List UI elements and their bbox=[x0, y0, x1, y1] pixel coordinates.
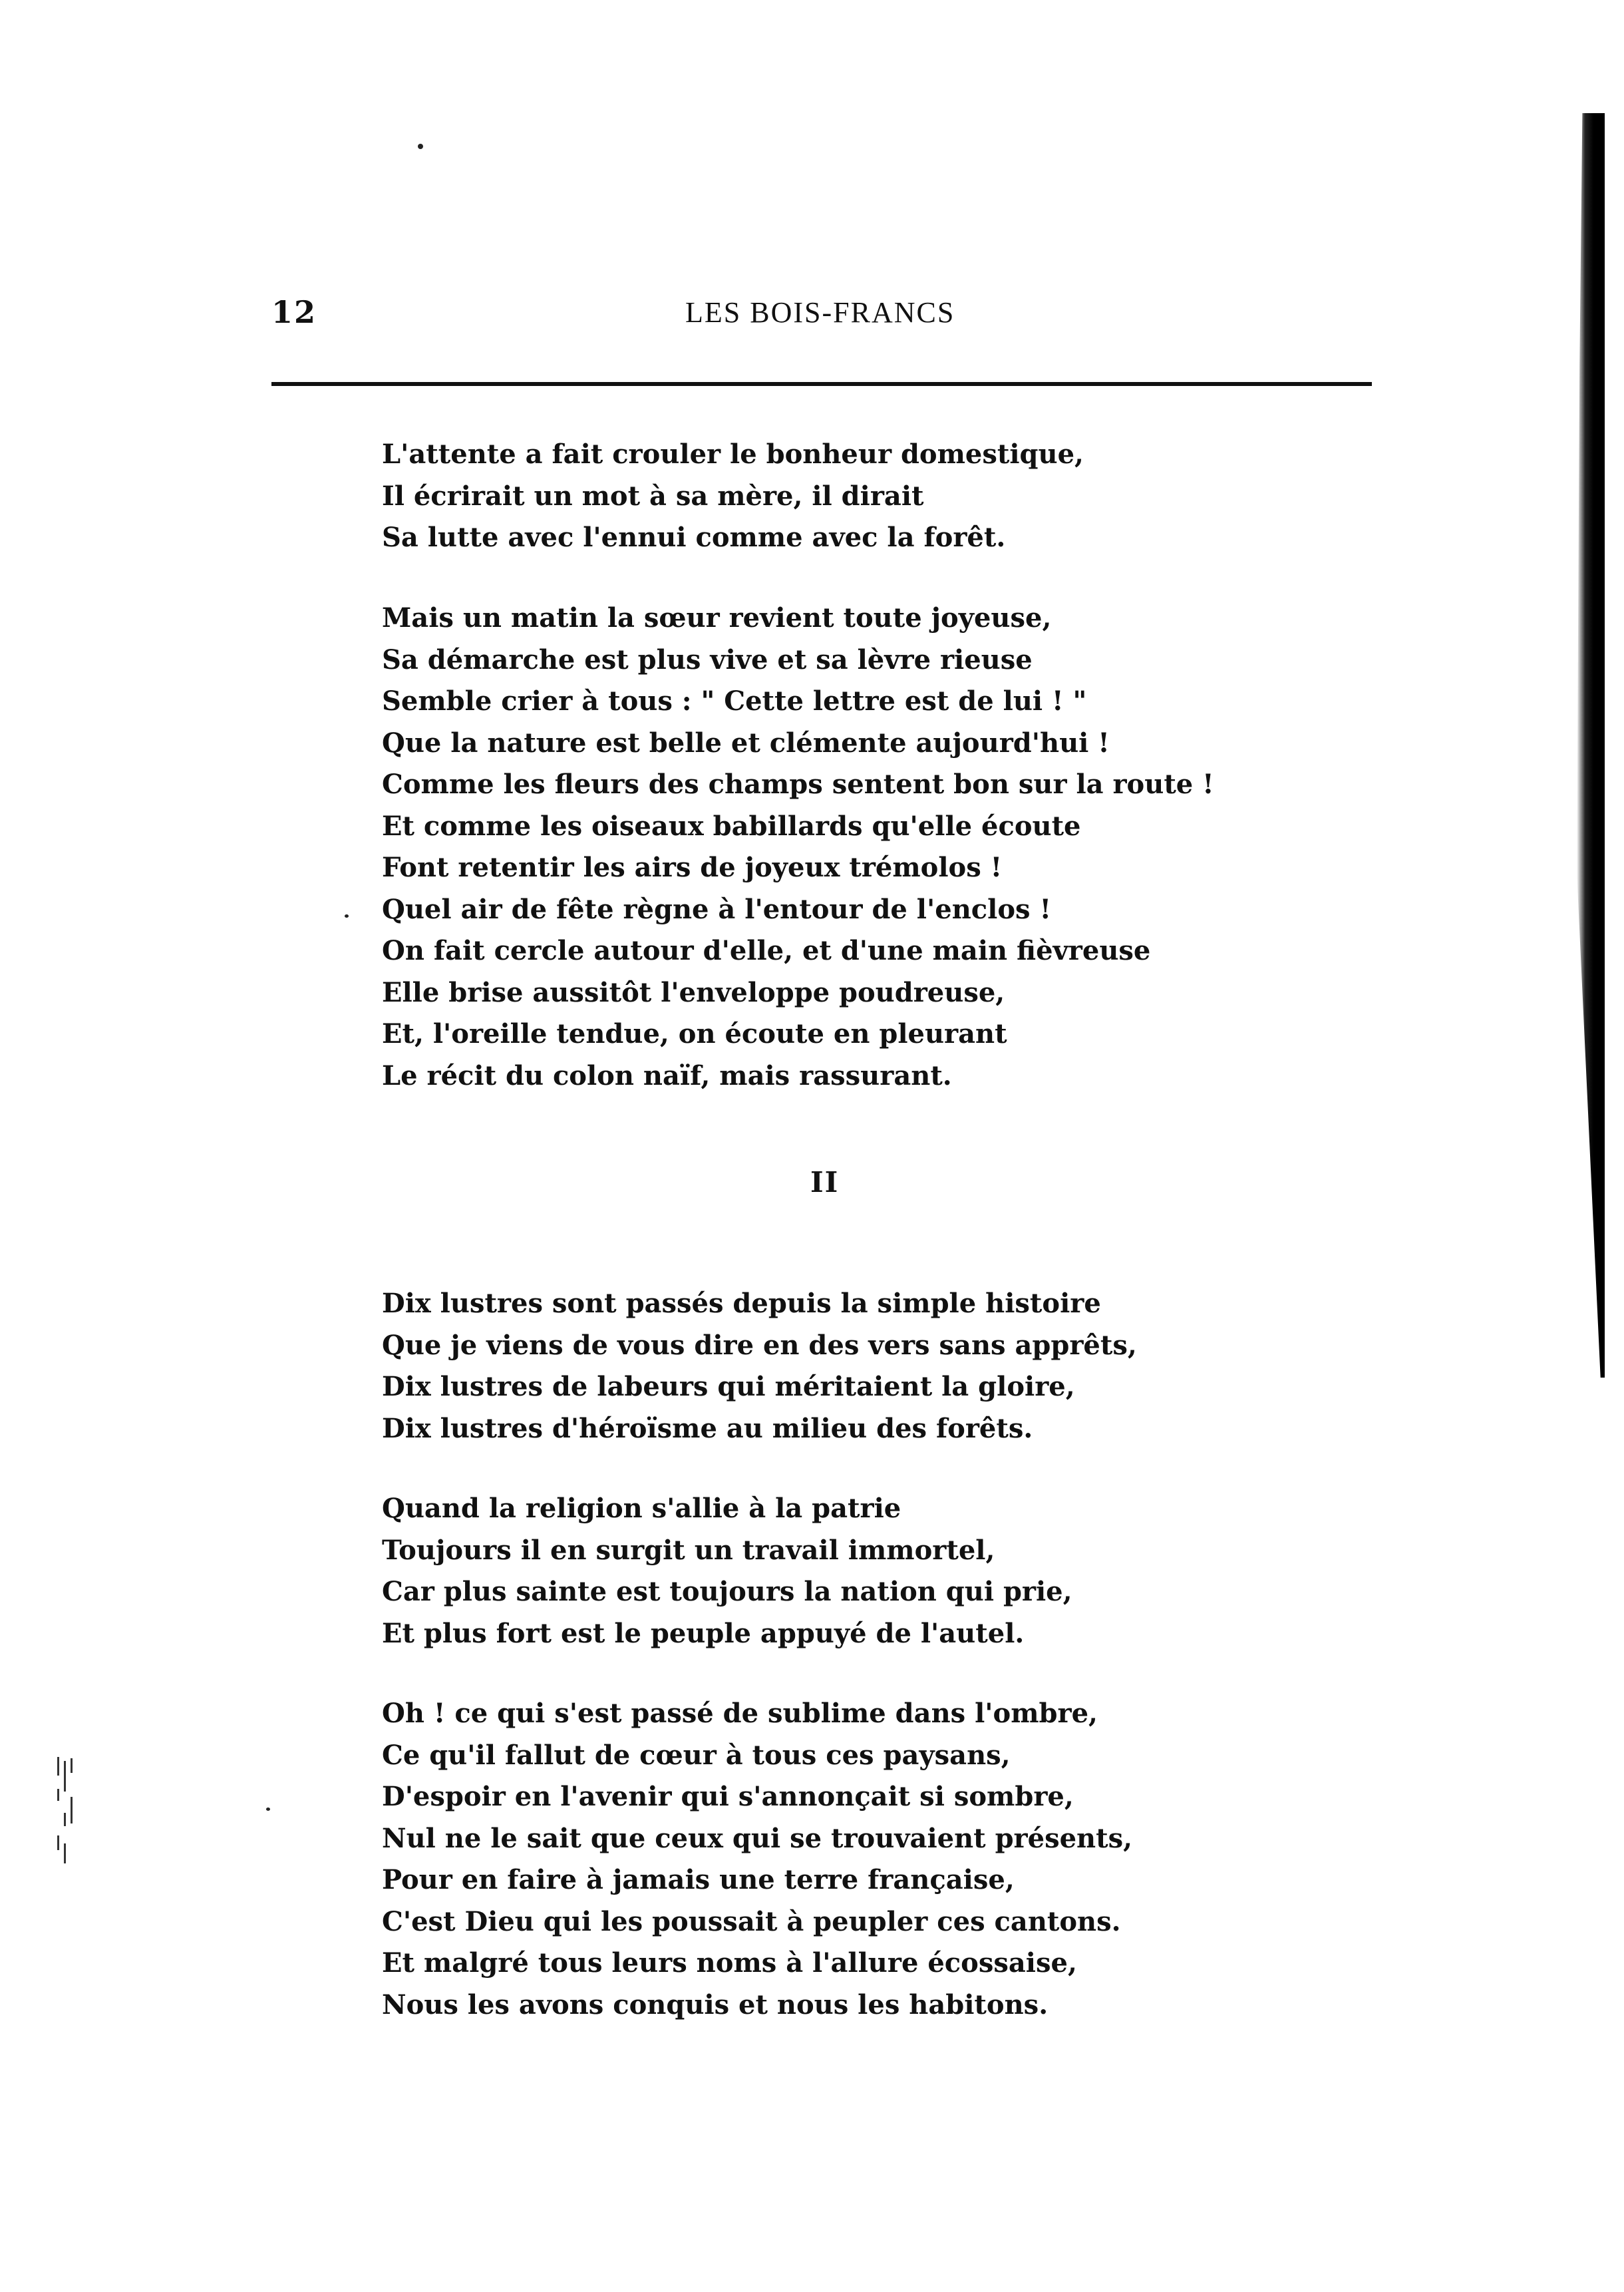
header-rule bbox=[271, 382, 1372, 386]
verse-line: Et comme les oiseaux babillards qu'elle écoute bbox=[382, 810, 1081, 842]
verse-line: Que la nature est belle et clémente aujourd'hui ! bbox=[382, 727, 1110, 759]
verse-line: Semble crier à tous : " Cette lettre est de lui ! " bbox=[382, 685, 1087, 717]
verse-line: Et, l'oreille tendue, on écoute en pleurant bbox=[382, 1018, 1007, 1050]
verse-line: Oh ! ce qui s'est passé de sublime dans l'ombre, bbox=[382, 1698, 1098, 1729]
verse-line: Font retentir les airs de joyeux trémolos ! bbox=[382, 852, 1003, 883]
verse-line: Il écrirait un mot à sa mère, il dirait bbox=[382, 480, 924, 512]
page-number: 12 bbox=[271, 294, 317, 330]
verse-line: D'espoir en l'avenir qui s'annonçait si sombre, bbox=[382, 1781, 1074, 1812]
verse-line: Dix lustres de labeurs qui méritaient la gloire, bbox=[382, 1371, 1075, 1402]
running-title: LES BOIS-FRANCS bbox=[685, 296, 955, 329]
scan-edge-shadow bbox=[1577, 113, 1605, 1378]
verse-line: On fait cercle autour d'elle, et d'une main fièvreuse bbox=[382, 935, 1151, 966]
scan-speck bbox=[345, 914, 349, 918]
verse-line: Elle brise aussitôt l'enveloppe poudreuse, bbox=[382, 976, 1005, 1008]
stanza-5 bbox=[382, 1693, 1132, 2026]
margin-scan-marks bbox=[57, 1757, 77, 1890]
scan-speck bbox=[418, 144, 423, 149]
section-numeral: II bbox=[810, 1166, 840, 1199]
verse-line: Sa lutte avec l'ennui comme avec la forêt. bbox=[382, 522, 1006, 553]
verse-line: Toujours il en surgit un travail immortel, bbox=[382, 1534, 995, 1566]
verse-line: Sa démarche est plus vive et sa lèvre rieuse bbox=[382, 644, 1033, 675]
verse-line: Nul ne le sait que ceux qui se trouvaient présents, bbox=[382, 1822, 1133, 1854]
verse-line: Pour en faire à jamais une terre française, bbox=[382, 1864, 1015, 1895]
verse-line: Ce qu'il fallut de cœur à tous ces paysans, bbox=[382, 1739, 1011, 1771]
scan-speck bbox=[266, 1808, 270, 1811]
verse-line: Dix lustres d'héroïsme au milieu des forêts. bbox=[382, 1412, 1033, 1444]
verse-line: Le récit du colon naïf, mais rassurant. bbox=[382, 1059, 952, 1091]
stanza-1 bbox=[382, 434, 1084, 559]
verse-line: Comme les fleurs des champs sentent bon sur la route ! bbox=[382, 769, 1214, 800]
verse-line: Et malgré tous leurs noms à l'allure écossaise, bbox=[382, 1947, 1077, 1979]
verse-line: Quand la religion s'allie à la patrie bbox=[382, 1493, 901, 1524]
verse-line: Car plus sainte est toujours la nation qui prie, bbox=[382, 1576, 1072, 1607]
verse-line: Dix lustres sont passés depuis la simple histoire bbox=[382, 1288, 1101, 1319]
stanza-2 bbox=[382, 598, 1214, 1097]
stanza-4 bbox=[382, 1488, 1072, 1654]
verse-line: Nous les avons conquis et nous les habitons. bbox=[382, 1989, 1049, 2020]
verse-line: L'attente a fait crouler le bonheur domestique, bbox=[382, 439, 1084, 470]
verse-line: Que je viens de vous dire en des vers sans apprêts, bbox=[382, 1329, 1137, 1361]
verse-line: Quel air de fête règne à l'entour de l'enclos ! bbox=[382, 893, 1052, 925]
verse-line: Mais un matin la sœur revient toute joyeuse, bbox=[382, 602, 1052, 634]
verse-line: C'est Dieu qui les poussait à peupler ces cantons. bbox=[382, 1905, 1121, 1937]
stanza-3 bbox=[382, 1283, 1137, 1449]
verse-line: Et plus fort est le peuple appuyé de l'autel. bbox=[382, 1617, 1025, 1649]
